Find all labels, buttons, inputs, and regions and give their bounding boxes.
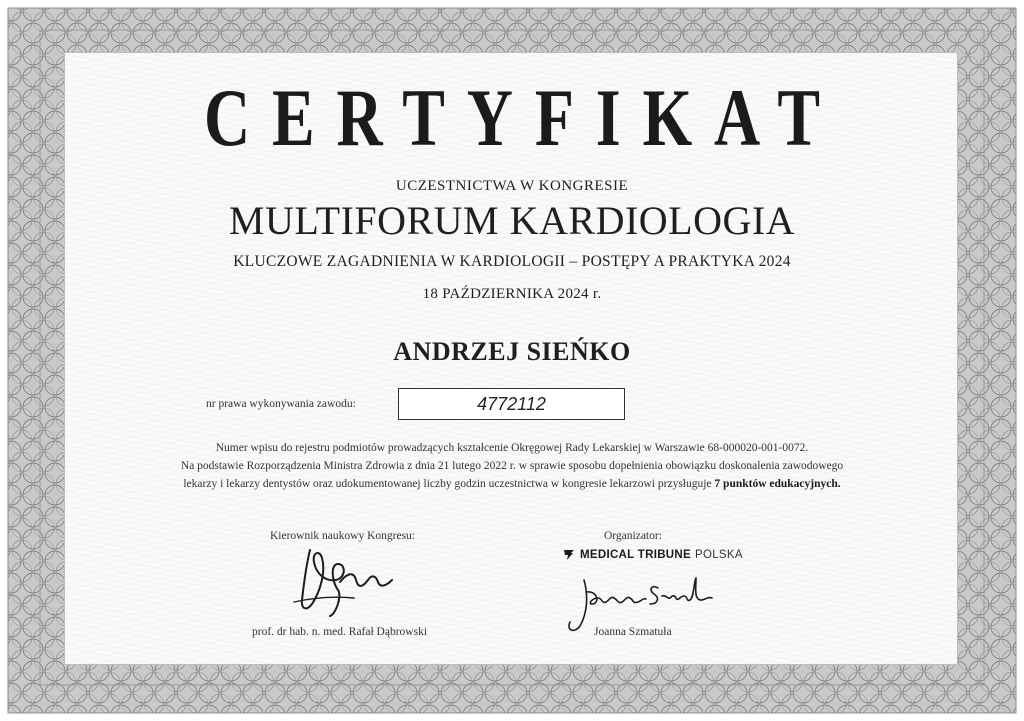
license-number-field: 4772112 [398, 388, 625, 420]
scientific-head-label: Kierownik naukowy Kongresu: [270, 530, 416, 542]
organizer-brand: MEDICAL TRIBUNE [580, 549, 691, 561]
event-date: 18 PAŹDZIERNIKA 2024 r. [422, 286, 602, 302]
medical-tribune-logo-icon [562, 548, 576, 562]
organizer-country: POLSKA [694, 549, 743, 561]
event-theme: KLUCZOWE ZAGADNIENIA W KARDIOLOGII – POSTĘPY A PRAKTYKA 2024 [233, 253, 791, 270]
regulation-line-2 [0, 476, 1024, 494]
certificate-title: CERTYFIKAT [203, 72, 842, 163]
regulation-line-2-text: lekarzy i lekarzy dentystów oraz udokumentowanej liczby godzin uczestnictwa w kongresie lekarzowi przysługuje [183, 478, 712, 490]
organizer-signer-name: Joanna Szmatuła [594, 626, 672, 638]
event-name: MULTIFORUM KARDIOLOGIA [228, 198, 796, 243]
organizer-label: Organizator: [604, 530, 662, 542]
registry-note: Numer wpisu do rejestru podmiotów prowadzących kształcenie Okręgowej Rady Lekarskiej w Warszawie 68-000020-001-0072. [215, 442, 809, 454]
regulation-line-1: Na podstawie Rozporządzenia Ministra Zdrowia z dnia 21 lutego 2022 r. w sprawie sposobu dopełnienia obowiązku doskonalenia zawodowego [180, 460, 844, 472]
scientific-head-signature [292, 542, 410, 620]
participant-name: ANDRZEJ SIEŃKO [393, 337, 631, 366]
license-label: nr prawa wykonywania zawodu: [206, 398, 356, 410]
education-points: 7 punktów edukacyjnych. [714, 478, 841, 490]
scientific-head-name: prof. dr hab. n. med. Rafał Dąbrowski [252, 626, 428, 638]
certificate-subtitle: UCZESTNICTWA W KONGRESIE [395, 178, 629, 194]
organizer-logo [562, 548, 743, 562]
